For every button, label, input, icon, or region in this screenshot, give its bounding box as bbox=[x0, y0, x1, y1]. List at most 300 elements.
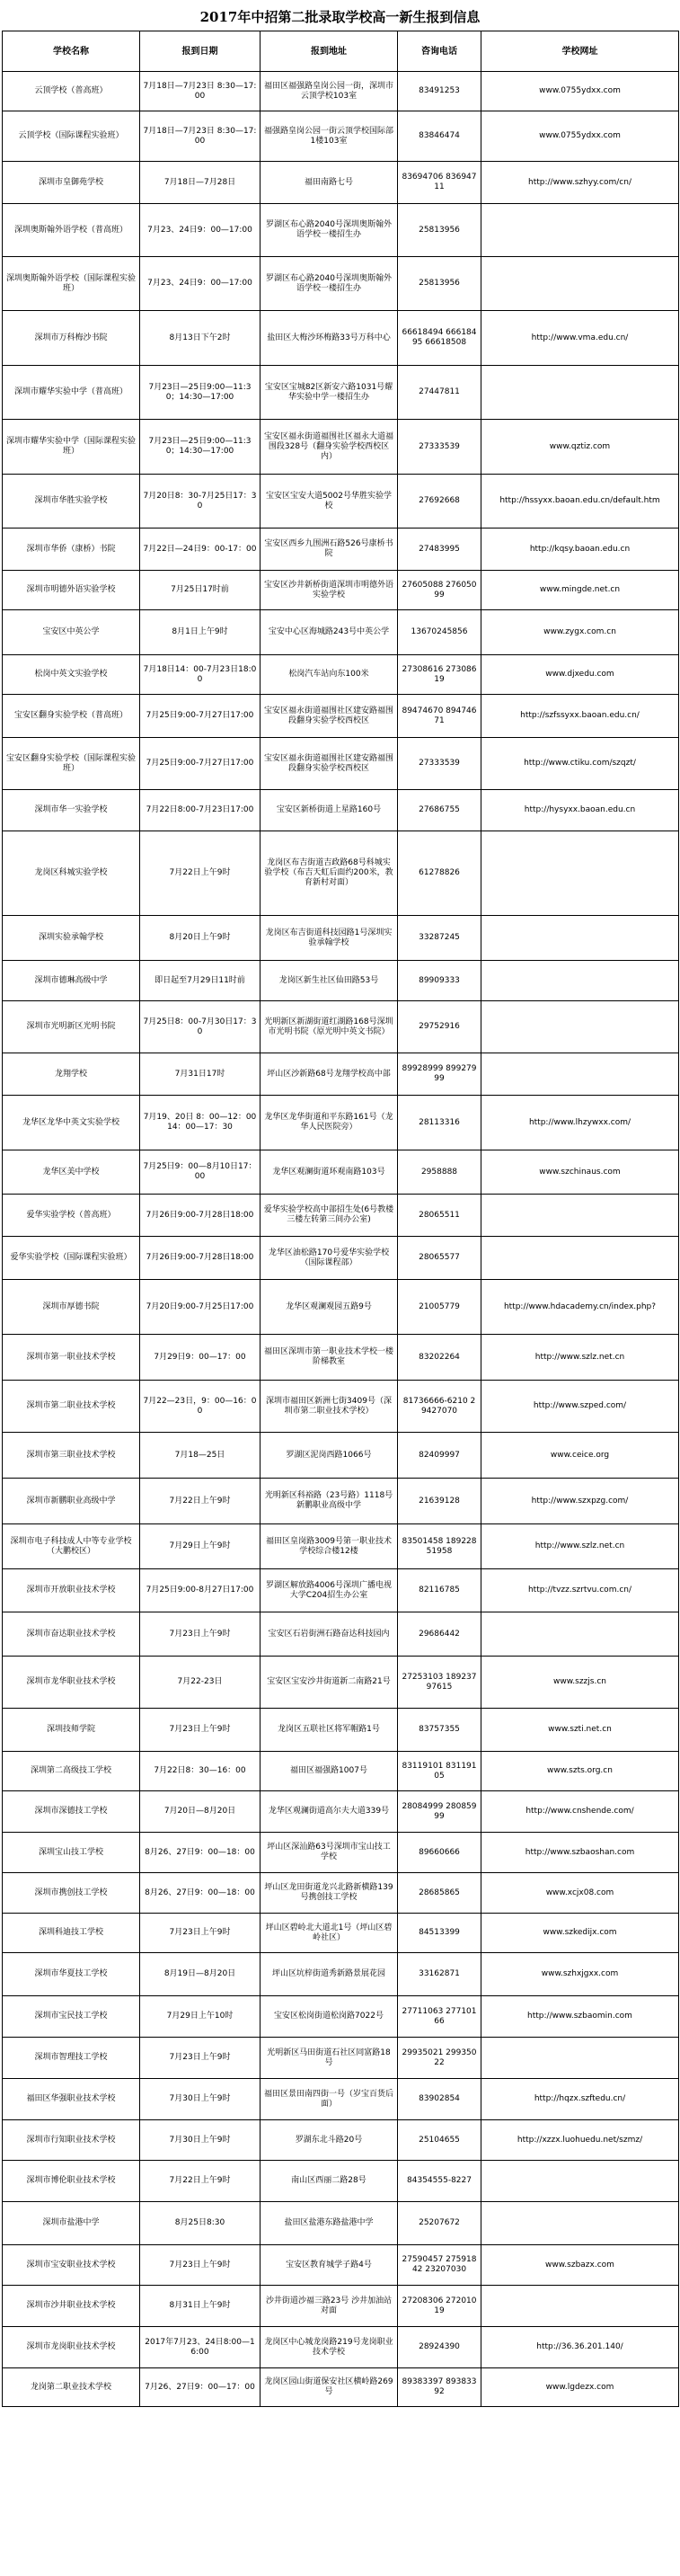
table-row bbox=[3, 1195, 679, 1237]
date-cell: 2017年7月23、24日8:00—16:00 bbox=[140, 2327, 261, 2368]
phone-cell: 27686755 bbox=[398, 790, 481, 831]
school-cell: 宝安区翻身实验学校（普高班） bbox=[3, 695, 140, 738]
phone-cell: 28924390 bbox=[398, 2327, 481, 2368]
address-cell: 罗湖东北斗路20号 bbox=[261, 2120, 398, 2161]
url-cell: www.szbazx.com bbox=[481, 2245, 679, 2286]
url-cell: www.szts.org.cn bbox=[481, 1752, 679, 1791]
table-row bbox=[3, 2120, 679, 2161]
phone-cell: 27590457 27591842 23207030 bbox=[398, 2245, 481, 2286]
phone-cell: 89909333 bbox=[398, 961, 481, 1001]
school-cell: 宝安区中英公学 bbox=[3, 610, 140, 655]
date-cell: 7月23日—25日9:00—11:30；14:30—17:00 bbox=[140, 366, 261, 420]
table-row bbox=[3, 111, 679, 162]
date-cell: 7月19、20日 8：00—12：00 14：00—17：30 bbox=[140, 1096, 261, 1150]
date-cell: 即日起至7月29日11时前 bbox=[140, 961, 261, 1001]
address-cell: 宝安区福永街道福围社区建安路福围段翻身实验学校西校区 bbox=[261, 738, 398, 790]
address-cell: 坪山区坑梓街道秀新路景展花园 bbox=[261, 1953, 398, 1996]
url-cell: www.qztiz.com bbox=[481, 420, 679, 475]
school-cell: 深圳市光明新区光明书院 bbox=[3, 1001, 140, 1053]
date-cell: 8月19日—8月20日 bbox=[140, 1953, 261, 1996]
address-cell: 坪山区碧岭北大道北1号（坪山区碧岭社区） bbox=[261, 1914, 398, 1953]
phone-cell: 21639128 bbox=[398, 1479, 481, 1524]
address-cell: 宝安区宝安沙井街道新二南路21号 bbox=[261, 1657, 398, 1709]
school-cell: 福田区华强职业技术学校 bbox=[3, 2079, 140, 2120]
url-cell bbox=[481, 1053, 679, 1096]
date-cell: 7月23日上午9时 bbox=[140, 1612, 261, 1657]
school-cell: 深圳实验承翰学校 bbox=[3, 916, 140, 961]
address-cell: 福田区福强路皇岗公园一街，深圳市云顶学校103室 bbox=[261, 72, 398, 111]
address-cell: 福强路皇岗公园一街云顶学校国际部1楼103室 bbox=[261, 111, 398, 162]
address-cell: 宝安区石岩街洲石路奋达科技园内 bbox=[261, 1612, 398, 1657]
table-row bbox=[3, 2202, 679, 2245]
phone-cell: 28113316 bbox=[398, 1096, 481, 1150]
header-school: 学校名称 bbox=[3, 31, 140, 72]
date-cell: 7月30日上午9时 bbox=[140, 2079, 261, 2120]
url-cell bbox=[481, 1237, 679, 1280]
date-cell: 7月25日9:00-7月27日17:00 bbox=[140, 695, 261, 738]
school-cell: 爱华实验学校（国际课程实验班） bbox=[3, 1237, 140, 1280]
date-cell: 7月20日9:00-7月25日17:00 bbox=[140, 1280, 261, 1335]
address-cell: 坪山区沙新路68号龙翔学校高中部 bbox=[261, 1053, 398, 1096]
date-cell: 7月31日17时 bbox=[140, 1053, 261, 1096]
date-cell: 7月18—25日 bbox=[140, 1433, 261, 1479]
header-address: 报到地址 bbox=[261, 31, 398, 72]
url-cell bbox=[481, 1195, 679, 1237]
table-row bbox=[3, 961, 679, 1001]
table-row bbox=[3, 610, 679, 655]
phone-cell: 27333539 bbox=[398, 738, 481, 790]
table-row bbox=[3, 2161, 679, 2202]
url-cell bbox=[481, 916, 679, 961]
table-row bbox=[3, 2245, 679, 2286]
school-cell: 深圳市第二职业技术学校 bbox=[3, 1381, 140, 1433]
school-cell: 深圳市智理技工学校 bbox=[3, 2038, 140, 2079]
school-cell: 龙华区龙华中英文实验学校 bbox=[3, 1096, 140, 1150]
phone-cell: 84354555-8227 bbox=[398, 2161, 481, 2202]
table-row bbox=[3, 2286, 679, 2327]
school-cell: 深圳市新鹏职业高级中学 bbox=[3, 1479, 140, 1524]
address-cell: 福田区深圳市第一职业技术学校一楼阶梯教室 bbox=[261, 1335, 398, 1381]
address-cell: 宝安区宝城82区新安六路1031号耀华实验中学一楼招生办 bbox=[261, 366, 398, 420]
url-cell: http://www.cnshende.com/ bbox=[481, 1791, 679, 1833]
url-cell bbox=[481, 1612, 679, 1657]
phone-cell: 25207672 bbox=[398, 2202, 481, 2245]
address-cell: 宝安区松岗街道松岗路7022号 bbox=[261, 1996, 398, 2038]
table-row bbox=[3, 1280, 679, 1335]
table-row bbox=[3, 571, 679, 610]
address-cell: 盐田区大梅沙环梅路33号万科中心 bbox=[261, 311, 398, 366]
url-cell: www.szzjs.cn bbox=[481, 1657, 679, 1709]
school-cell: 龙华区美中学校 bbox=[3, 1150, 140, 1195]
address-cell: 坪山区深汕路63号深圳市宝山技工学校 bbox=[261, 1833, 398, 1873]
table-header-row bbox=[3, 31, 679, 72]
address-cell: 龙岗区新生社区仙田路53号 bbox=[261, 961, 398, 1001]
school-cell: 深圳市盐港中学 bbox=[3, 2202, 140, 2245]
url-cell: http://szfssyxx.baoan.edu.cn/ bbox=[481, 695, 679, 738]
school-cell: 深圳市明德外语实验学校 bbox=[3, 571, 140, 610]
url-cell: http://www.ctiku.com/szqzt/ bbox=[481, 738, 679, 790]
phone-cell: 29935021 29935022 bbox=[398, 2038, 481, 2079]
school-cell: 深圳技师学院 bbox=[3, 1709, 140, 1752]
address-cell: 龙华区龙华街道和平东路161号（龙华人民医院旁） bbox=[261, 1096, 398, 1150]
address-cell: 宝安中心区海城路243号中英公学 bbox=[261, 610, 398, 655]
address-cell: 光明新区马田街道石社区同富路18号 bbox=[261, 2038, 398, 2079]
date-cell: 7月23日上午9时 bbox=[140, 2038, 261, 2079]
school-cell: 深圳科迪技工学校 bbox=[3, 1914, 140, 1953]
school-cell: 深圳奥斯翰外语学校（普高班） bbox=[3, 204, 140, 257]
phone-cell: 61278826 bbox=[398, 831, 481, 916]
phone-cell: 83757355 bbox=[398, 1709, 481, 1752]
date-cell: 7月29日9：00—17：00 bbox=[140, 1335, 261, 1381]
url-cell: http://www.hdacademy.cn/index.php? bbox=[481, 1280, 679, 1335]
date-cell: 7月18日—7月28日 bbox=[140, 162, 261, 204]
url-cell bbox=[481, 366, 679, 420]
phone-cell: 27483995 bbox=[398, 529, 481, 571]
address-cell: 光明新区科裕路（23号路）1118号新鹏职业高级中学 bbox=[261, 1479, 398, 1524]
phone-cell: 83694706 83694711 bbox=[398, 162, 481, 204]
school-cell: 深圳市博伦职业技术学校 bbox=[3, 2161, 140, 2202]
url-cell: http://www.szbaoshan.com bbox=[481, 1833, 679, 1873]
phone-cell: 82116785 bbox=[398, 1569, 481, 1612]
phone-cell: 27605088 27605099 bbox=[398, 571, 481, 610]
school-cell: 深圳市龙华职业技术学校 bbox=[3, 1657, 140, 1709]
url-cell: http://www.szxpzg.com/ bbox=[481, 1479, 679, 1524]
url-cell: www.0755ydxx.com bbox=[481, 72, 679, 111]
header-url: 学校网址 bbox=[481, 31, 679, 72]
address-cell: 罗湖区泥岗西路1066号 bbox=[261, 1433, 398, 1479]
address-cell: 宝安区宝安大道5002号华胜实验学校 bbox=[261, 475, 398, 529]
date-cell: 7月20日—8月20日 bbox=[140, 1791, 261, 1833]
table-row bbox=[3, 1657, 679, 1709]
date-cell: 7月29日上午9时 bbox=[140, 1524, 261, 1569]
phone-cell: 89474670 89474671 bbox=[398, 695, 481, 738]
phone-cell: 28084999 28085999 bbox=[398, 1791, 481, 1833]
school-cell: 深圳市华夏技工学校 bbox=[3, 1953, 140, 1996]
school-cell: 深圳市行知职业技术学校 bbox=[3, 2120, 140, 2161]
phone-cell: 27711063 27710166 bbox=[398, 1996, 481, 2038]
school-cell: 龙岗第二职业技术学校 bbox=[3, 2368, 140, 2407]
address-cell: 龙岗区中心城龙岗路219号龙岗职业技术学校 bbox=[261, 2327, 398, 2368]
date-cell: 7月23日上午9时 bbox=[140, 1914, 261, 1953]
table-row bbox=[3, 1953, 679, 1996]
school-cell: 深圳市电子科技成人中等专业学校（大鹏校区） bbox=[3, 1524, 140, 1569]
table-row bbox=[3, 1524, 679, 1569]
table-row bbox=[3, 2079, 679, 2120]
url-cell: www.lgdezx.com bbox=[481, 2368, 679, 2407]
phone-cell: 27253103 18923797615 bbox=[398, 1657, 481, 1709]
date-cell: 7月26日9:00-7月28日18:00 bbox=[140, 1237, 261, 1280]
table-row bbox=[3, 1433, 679, 1479]
url-cell bbox=[481, 1001, 679, 1053]
address-cell: 福田区福强路1007号 bbox=[261, 1752, 398, 1791]
address-cell: 沙井街道沙福三路23号 沙井加油站对面 bbox=[261, 2286, 398, 2327]
address-cell: 坪山区龙田街道龙兴北路新横路139号携创技工学校 bbox=[261, 1873, 398, 1914]
table-row bbox=[3, 311, 679, 366]
address-cell: 南山区西丽二路28号 bbox=[261, 2161, 398, 2202]
url-cell bbox=[481, 204, 679, 257]
address-cell: 福田区景田南四街一号（岁宝百货后面） bbox=[261, 2079, 398, 2120]
date-cell: 7月18日—7月23日 8:30—17:00 bbox=[140, 72, 261, 111]
table-row bbox=[3, 1833, 679, 1873]
school-cell: 深圳市华侨（康桥）书院 bbox=[3, 529, 140, 571]
table-row bbox=[3, 916, 679, 961]
url-cell: http://www.szlz.net.cn bbox=[481, 1524, 679, 1569]
table-row bbox=[3, 1381, 679, 1433]
date-cell: 7月26、27日9：00—17：00 bbox=[140, 2368, 261, 2407]
url-cell: http://hssyxx.baoan.edu.cn/default.htm bbox=[481, 475, 679, 529]
date-cell: 7月22日上午9时 bbox=[140, 2161, 261, 2202]
registration-table bbox=[2, 31, 679, 2407]
address-cell: 宝安区教育城学子路4号 bbox=[261, 2245, 398, 2286]
address-cell: 罗湖区布心路2040号深圳奥斯翰外语学校一楼招生办 bbox=[261, 257, 398, 311]
url-cell: http://www.szped.com/ bbox=[481, 1381, 679, 1433]
url-cell bbox=[481, 2038, 679, 2079]
phone-cell: 83202264 bbox=[398, 1335, 481, 1381]
phone-cell: 13670245856 bbox=[398, 610, 481, 655]
table-row bbox=[3, 1237, 679, 1280]
address-cell: 宝安区西乡九围洲石路526号康桥书院 bbox=[261, 529, 398, 571]
table-row bbox=[3, 1873, 679, 1914]
phone-cell: 89928999 89927999 bbox=[398, 1053, 481, 1096]
date-cell: 7月25日9：00—8月10日17：00 bbox=[140, 1150, 261, 1195]
table-row bbox=[3, 366, 679, 420]
address-cell: 爱华实验学校高中部招生处(6号教楼三楼左转第三间办公室) bbox=[261, 1195, 398, 1237]
phone-cell: 25813956 bbox=[398, 204, 481, 257]
date-cell: 7月22日上午9时 bbox=[140, 831, 261, 916]
school-cell: 深圳市深德技工学校 bbox=[3, 1791, 140, 1833]
url-cell bbox=[481, 2202, 679, 2245]
school-cell: 爱华实验学校（普高班） bbox=[3, 1195, 140, 1237]
address-cell: 盐田区盐港东路盐港中学 bbox=[261, 2202, 398, 2245]
phone-cell: 2958888 bbox=[398, 1150, 481, 1195]
table-row bbox=[3, 1752, 679, 1791]
date-cell: 7月23、24日9：00—17:00 bbox=[140, 204, 261, 257]
school-cell: 深圳宝山技工学校 bbox=[3, 1833, 140, 1873]
school-cell: 深圳市开放职业技术学校 bbox=[3, 1569, 140, 1612]
school-cell: 深圳市耀华实验中学（普高班） bbox=[3, 366, 140, 420]
url-cell: http://36.36.201.140/ bbox=[481, 2327, 679, 2368]
table-row bbox=[3, 1053, 679, 1096]
date-cell: 7月22日上午9时 bbox=[140, 1479, 261, 1524]
phone-cell: 83119101 83119105 bbox=[398, 1752, 481, 1791]
phone-cell: 25813956 bbox=[398, 257, 481, 311]
phone-cell: 83902854 bbox=[398, 2079, 481, 2120]
address-cell: 光明新区新湖街道红湖路168号深圳市光明书院（原光明中英文书院） bbox=[261, 1001, 398, 1053]
table-row bbox=[3, 204, 679, 257]
phone-cell: 81736666-6210 29427070 bbox=[398, 1381, 481, 1433]
phone-cell: 83491253 bbox=[398, 72, 481, 111]
date-cell: 7月29日上午10时 bbox=[140, 1996, 261, 2038]
table-row bbox=[3, 831, 679, 916]
school-cell: 深圳市奋达职业技术学校 bbox=[3, 1612, 140, 1657]
table-row bbox=[3, 1479, 679, 1524]
address-cell: 罗湖区布心路2040号深圳奥斯翰外语学校一楼招生办 bbox=[261, 204, 398, 257]
school-cell: 深圳市耀华实验中学（国际课程实验班） bbox=[3, 420, 140, 475]
school-cell: 龙翔学校 bbox=[3, 1053, 140, 1096]
date-cell: 7月25日9:00-7月27日17:00 bbox=[140, 738, 261, 790]
phone-cell: 29686442 bbox=[398, 1612, 481, 1657]
url-cell: www.ceice.org bbox=[481, 1433, 679, 1479]
table-row bbox=[3, 72, 679, 111]
address-cell: 福田南路七号 bbox=[261, 162, 398, 204]
url-cell: www.szti.net.cn bbox=[481, 1709, 679, 1752]
table-row bbox=[3, 2038, 679, 2079]
table-row bbox=[3, 162, 679, 204]
address-cell: 宝安区福永街道福围社区建安路福围段翻身实验学校西校区 bbox=[261, 695, 398, 738]
address-cell: 龙华区油松路170号爱华实验学校（国际课程部） bbox=[261, 1237, 398, 1280]
date-cell: 7月20日8：30-7月25日17：30 bbox=[140, 475, 261, 529]
date-cell: 7月22—23日，9：00—16：00 bbox=[140, 1381, 261, 1433]
url-cell: www.djxedu.com bbox=[481, 655, 679, 695]
phone-cell: 29752916 bbox=[398, 1001, 481, 1053]
table-row bbox=[3, 655, 679, 695]
date-cell: 7月22-23日 bbox=[140, 1657, 261, 1709]
table-row bbox=[3, 420, 679, 475]
header-phone: 咨询电话 bbox=[398, 31, 481, 72]
date-cell: 7月23日上午9时 bbox=[140, 1709, 261, 1752]
phone-cell: 28065511 bbox=[398, 1195, 481, 1237]
table-row bbox=[3, 2327, 679, 2368]
url-cell: www.szhxjgxx.com bbox=[481, 1953, 679, 1996]
phone-cell: 27447811 bbox=[398, 366, 481, 420]
address-cell: 龙岗区布吉街道科技园路1号深圳实验承翰学校 bbox=[261, 916, 398, 961]
school-cell: 深圳市第一职业技术学校 bbox=[3, 1335, 140, 1381]
table-row bbox=[3, 1709, 679, 1752]
address-cell: 松岗汽车站向东100米 bbox=[261, 655, 398, 695]
address-cell: 福田区皇岗路3009号第一职业技术学校综合楼12楼 bbox=[261, 1524, 398, 1569]
table-row bbox=[3, 1001, 679, 1053]
date-cell: 7月25日8：00-7月30日17：30 bbox=[140, 1001, 261, 1053]
table-row bbox=[3, 1569, 679, 1612]
address-cell: 龙华区观澜街道环观南路103号 bbox=[261, 1150, 398, 1195]
address-cell: 深圳市福田区新洲七街3409号（深圳市第二职业技术学校） bbox=[261, 1381, 398, 1433]
url-cell bbox=[481, 2161, 679, 2202]
school-cell: 龙岗区科城实验学校 bbox=[3, 831, 140, 916]
date-cell: 8月26、27日9：00—18：00 bbox=[140, 1873, 261, 1914]
date-cell: 7月22日8:00-7月23日17:00 bbox=[140, 790, 261, 831]
date-cell: 8月1日上午9时 bbox=[140, 610, 261, 655]
url-cell: http://xzzx.luohuedu.net/szmz/ bbox=[481, 2120, 679, 2161]
date-cell: 7月18日—7月23日 8:30—17:00 bbox=[140, 111, 261, 162]
table-row bbox=[3, 738, 679, 790]
url-cell: http://www.lhzywxx.com/ bbox=[481, 1096, 679, 1150]
school-cell: 深圳市第三职业技术学校 bbox=[3, 1433, 140, 1479]
school-cell: 深圳市龙岗职业技术学校 bbox=[3, 2327, 140, 2368]
school-cell: 云顶学校（普高班） bbox=[3, 72, 140, 111]
phone-cell: 84513399 bbox=[398, 1914, 481, 1953]
table-body bbox=[3, 72, 679, 2407]
document-title: 2017年中招第二批录取学校高一新生报到信息 bbox=[199, 9, 481, 25]
table-row bbox=[3, 1096, 679, 1150]
address-cell: 宝安区福永街道福围社区福永大道福围段328号（翻身实验学校西校区内） bbox=[261, 420, 398, 475]
date-cell: 8月20日上午9时 bbox=[140, 916, 261, 961]
table-row bbox=[3, 1612, 679, 1657]
url-cell: http://www.szhyy.com/cn/ bbox=[481, 162, 679, 204]
school-cell: 深圳市厚德书院 bbox=[3, 1280, 140, 1335]
url-cell bbox=[481, 961, 679, 1001]
table-row bbox=[3, 257, 679, 311]
phone-cell: 33287245 bbox=[398, 916, 481, 961]
school-cell: 深圳市沙井职业技术学校 bbox=[3, 2286, 140, 2327]
url-cell bbox=[481, 257, 679, 311]
url-cell: http://kqsy.baoan.edu.cn bbox=[481, 529, 679, 571]
address-cell: 宝安区新桥街道上星路160号 bbox=[261, 790, 398, 831]
url-cell: www.szkedijx.com bbox=[481, 1914, 679, 1953]
table-row bbox=[3, 1914, 679, 1953]
url-cell: www.zygx.com.cn bbox=[481, 610, 679, 655]
date-cell: 7月22日—24日9：00-17：00 bbox=[140, 529, 261, 571]
url-cell: http://tvzz.szrtvu.com.cn/ bbox=[481, 1569, 679, 1612]
phone-cell: 21005779 bbox=[398, 1280, 481, 1335]
school-cell: 深圳市万科梅沙书院 bbox=[3, 311, 140, 366]
table-row bbox=[3, 695, 679, 738]
phone-cell: 66618494 66618495 66618508 bbox=[398, 311, 481, 366]
table-row bbox=[3, 1335, 679, 1381]
date-cell: 7月26日9:00-7月28日18:00 bbox=[140, 1195, 261, 1237]
url-cell: www.mingde.net.cn bbox=[481, 571, 679, 610]
date-cell: 7月23、24日9：00—17:00 bbox=[140, 257, 261, 311]
phone-cell: 82409997 bbox=[398, 1433, 481, 1479]
phone-cell: 27208306 27201019 bbox=[398, 2286, 481, 2327]
address-cell: 宝安区沙井新桥街道深圳市明德外语实验学校 bbox=[261, 571, 398, 610]
url-cell: http://hqzx.szftedu.cn/ bbox=[481, 2079, 679, 2120]
table-row bbox=[3, 1150, 679, 1195]
school-cell: 深圳市宝安职业技术学校 bbox=[3, 2245, 140, 2286]
url-cell: http://www.szbaomin.com bbox=[481, 1996, 679, 2038]
date-cell: 8月25日8:30 bbox=[140, 2202, 261, 2245]
table-row bbox=[3, 790, 679, 831]
phone-cell: 28685865 bbox=[398, 1873, 481, 1914]
school-cell: 深圳市华一实验学校 bbox=[3, 790, 140, 831]
url-cell bbox=[481, 831, 679, 916]
phone-cell: 28065577 bbox=[398, 1237, 481, 1280]
address-cell: 龙华区观澜观园五路9号 bbox=[261, 1280, 398, 1335]
header-date: 报到日期 bbox=[140, 31, 261, 72]
date-cell: 7月23日—25日9:00—11:30；14:30—17:00 bbox=[140, 420, 261, 475]
phone-cell: 83501458 18922851958 bbox=[398, 1524, 481, 1569]
school-cell: 松岗中英文实验学校 bbox=[3, 655, 140, 695]
date-cell: 8月31日上午9时 bbox=[140, 2286, 261, 2327]
phone-cell: 83846474 bbox=[398, 111, 481, 162]
school-cell: 深圳市携创技工学校 bbox=[3, 1873, 140, 1914]
table-row bbox=[3, 1996, 679, 2038]
table-row bbox=[3, 1791, 679, 1833]
url-cell bbox=[481, 2286, 679, 2327]
date-cell: 7月23日上午9时 bbox=[140, 2245, 261, 2286]
table-row bbox=[3, 529, 679, 571]
school-cell: 宝安区翻身实验学校（国际课程实验班） bbox=[3, 738, 140, 790]
school-cell: 深圳市德琳高级中学 bbox=[3, 961, 140, 1001]
table-row bbox=[3, 2368, 679, 2407]
table-row bbox=[3, 475, 679, 529]
date-cell: 7月30日上午9时 bbox=[140, 2120, 261, 2161]
school-cell: 深圳市华胜实验学校 bbox=[3, 475, 140, 529]
address-cell: 龙岗区五联社区将军帽路1号 bbox=[261, 1709, 398, 1752]
date-cell: 7月22日8：30—16：00 bbox=[140, 1752, 261, 1791]
phone-cell: 89660666 bbox=[398, 1833, 481, 1873]
school-cell: 深圳第二高级技工学校 bbox=[3, 1752, 140, 1791]
url-cell: www.xcjx08.com bbox=[481, 1873, 679, 1914]
phone-cell: 25104655 bbox=[398, 2120, 481, 2161]
date-cell: 7月25日17时前 bbox=[140, 571, 261, 610]
date-cell: 8月26、27日9：00—18：00 bbox=[140, 1833, 261, 1873]
address-cell: 龙岗区园山街道保安社区横岭路269号 bbox=[261, 2368, 398, 2407]
phone-cell: 27308616 27308619 bbox=[398, 655, 481, 695]
phone-cell: 27692668 bbox=[398, 475, 481, 529]
date-cell: 8月13日下午2时 bbox=[140, 311, 261, 366]
url-cell: http://hysyxx.baoan.edu.cn bbox=[481, 790, 679, 831]
address-cell: 龙岗区布吉街道吉政路68号科城实验学校（布吉天虹后面约200米，教育新村对面） bbox=[261, 831, 398, 916]
